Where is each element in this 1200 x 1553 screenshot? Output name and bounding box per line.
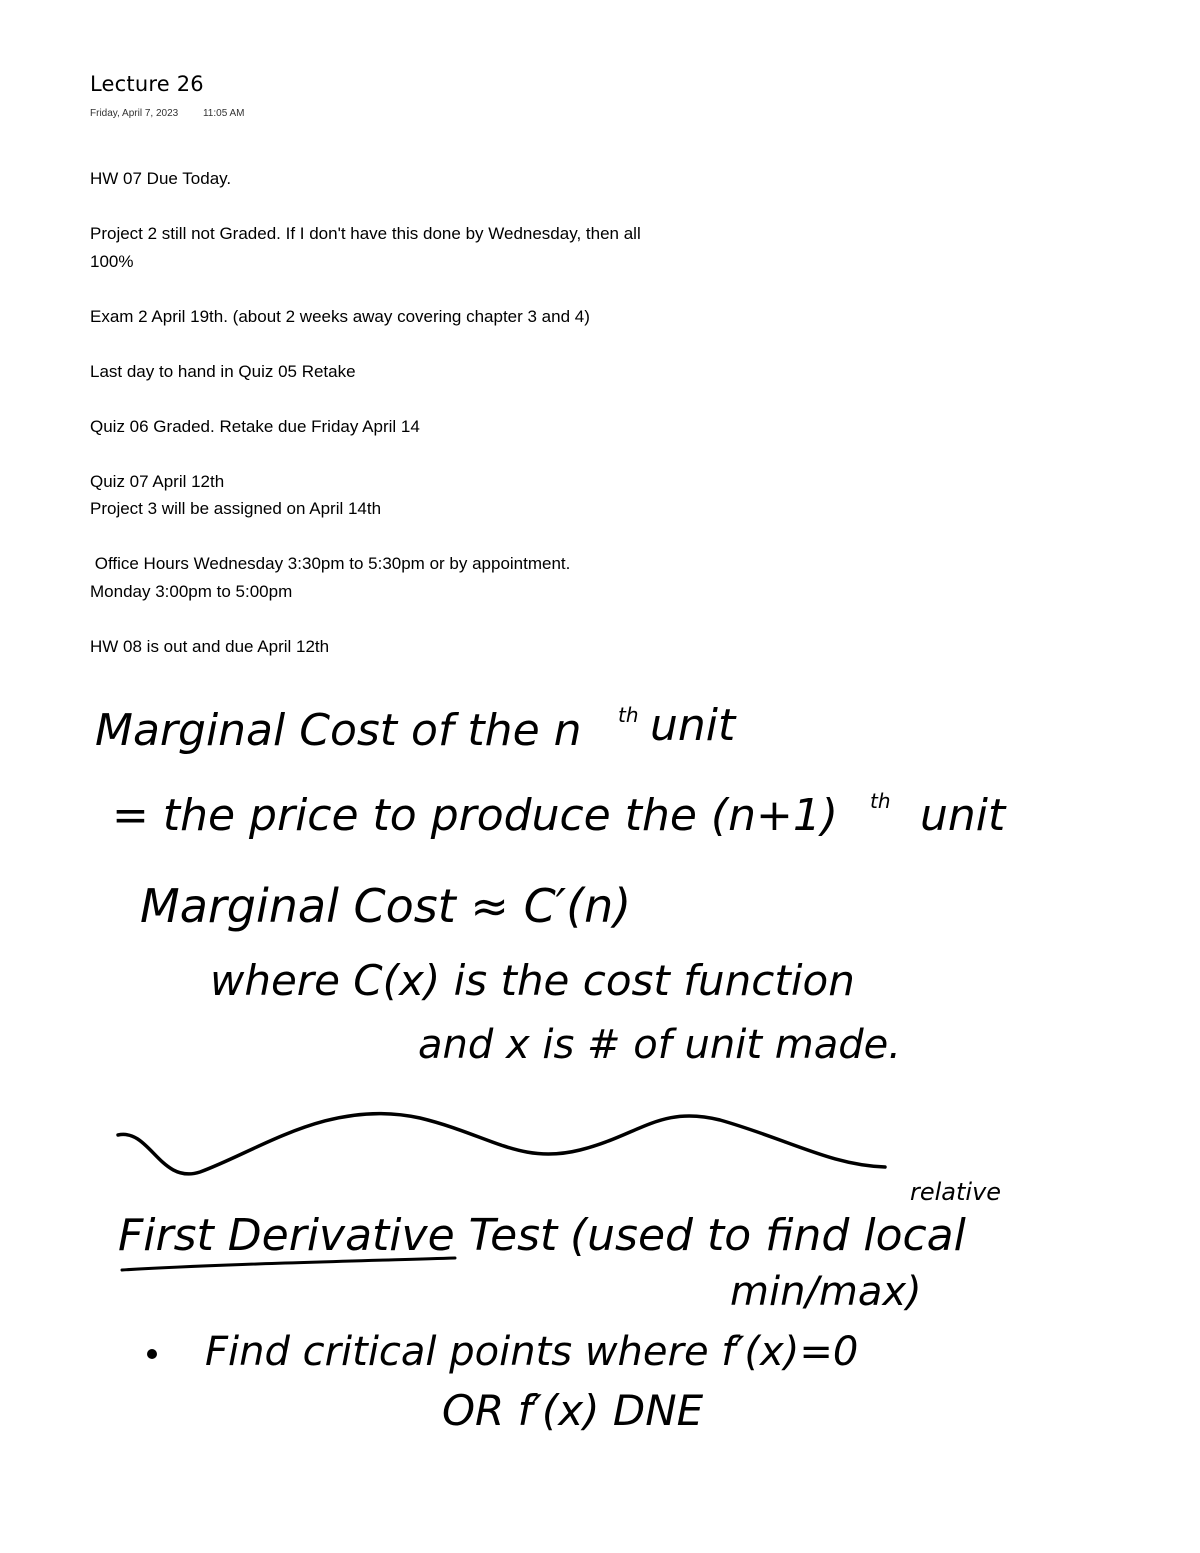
announcement-exam2: Exam 2 April 19th. (about 2 weeks away covering chapter 3 and 4): [90, 306, 590, 326]
ink-fdt-underline: [122, 1258, 455, 1270]
announcements: [90, 165, 850, 688]
ink-fdt-title: First Derivative Test: [118, 1210, 558, 1261]
ink-marginal-line2: = the price to produce the (n+1): [112, 790, 838, 841]
page-date: Friday, April 7, 2023: [90, 108, 179, 119]
announcement-quiz07-project3: Quiz 07 April 12th Project 3 will be assigned on April 14th: [90, 471, 382, 518]
page-title: Lecture 26: [90, 72, 204, 96]
ink-marginal-line2-end: unit: [920, 790, 1006, 841]
ink-wavy-divider: [118, 1114, 885, 1174]
announcement-hw07: HW 07 Due Today.: [90, 169, 232, 188]
announcement-quiz05: Last day to hand in Quiz 05 Retake: [90, 361, 356, 381]
ink-marginal-line4: where C(x) is the cost function: [210, 956, 855, 1005]
page-time: 11:05 AM: [202, 108, 245, 119]
ink-marginal-line1-sup: th: [618, 703, 639, 727]
ink-bullet: [147, 1349, 157, 1359]
announcement-project2: Project 2 still not Graded. If I don't have this done by Wednesday, then all 100%: [90, 224, 641, 271]
ink-bullet-or: OR f′(x) DNE: [442, 1386, 704, 1435]
ink-marginal-line3: Marginal Cost ≈ C′(n): [140, 879, 632, 933]
ink-fdt-paren: (used to find local: [570, 1210, 966, 1261]
ink-marginal-line1-end: unit: [650, 700, 736, 751]
page-meta: [90, 108, 245, 119]
ink-bullet-text: Find critical points where f′(x)=0: [205, 1329, 859, 1375]
ink-relative: relative: [910, 1178, 1002, 1206]
ink-marginal-line2-sup: th: [870, 789, 891, 813]
ink-marginal-line1: Marginal Cost of the n: [95, 705, 582, 756]
ink-fdt-paren-end: min/max): [730, 1269, 922, 1315]
announcement-hw08: HW 08 is out and due April 12th: [90, 636, 330, 656]
announcement-quiz06: Quiz 06 Graded. Retake due Friday April 14: [90, 416, 420, 436]
ink-marginal-line5: and x is # of unit made.: [418, 1022, 901, 1068]
announcement-office-hours: Office Hours Wednesday 3:30pm to 5:30pm or by appointment. Monday 3:00pm to 5:00pm: [90, 554, 571, 601]
